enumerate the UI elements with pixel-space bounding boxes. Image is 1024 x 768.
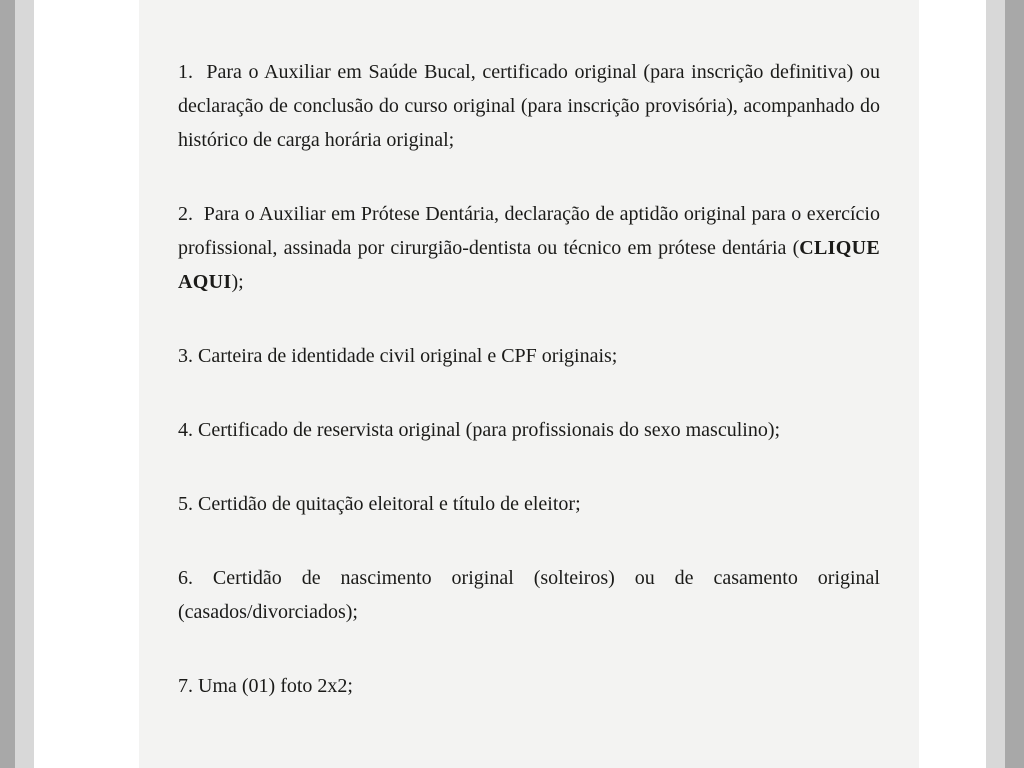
requirement-item-2-text: 2. Para o Auxiliar em Prótese Dentária, declaração de aptidão original para o exercício profissional, assinada por cirurgião-dentista ou técnico em prótese dentária ( [178, 203, 880, 259]
requirement-item-3: 3. Carteira de identidade civil original e CPF originais; [178, 345, 618, 367]
document-panel [139, 0, 919, 768]
desktop-edge-left [0, 0, 15, 768]
clique-aqui-link[interactable]: CLIQUE AQUI [178, 237, 880, 293]
requirement-item-2-suffix: ); [231, 271, 244, 293]
requirement-item-6: 6. Certidão de nascimento original (solteiros) ou de casamento original (casados/divorciados); [178, 567, 880, 623]
requirement-item-4: 4. Certificado de reservista original (para profissionais do sexo masculino); [178, 419, 781, 441]
requirement-item-1: 1. Para o Auxiliar em Saúde Bucal, certificado original (para inscrição definitiva) ou declaração de conclusão do curso original (para inscrição provisória), acompanhado do histórico de carga horária original; [178, 61, 880, 151]
window-edge-right [986, 0, 1005, 768]
requirement-item-2 [178, 197, 880, 299]
requirement-item-7: 7. Uma (01) foto 2x2; [178, 675, 353, 697]
window-edge-left [15, 0, 34, 768]
desktop-edge-right [1005, 0, 1024, 768]
requirement-item-5: 5. Certidão de quitação eleitoral e título de eleitor; [178, 493, 581, 515]
page-surface [34, 0, 986, 768]
